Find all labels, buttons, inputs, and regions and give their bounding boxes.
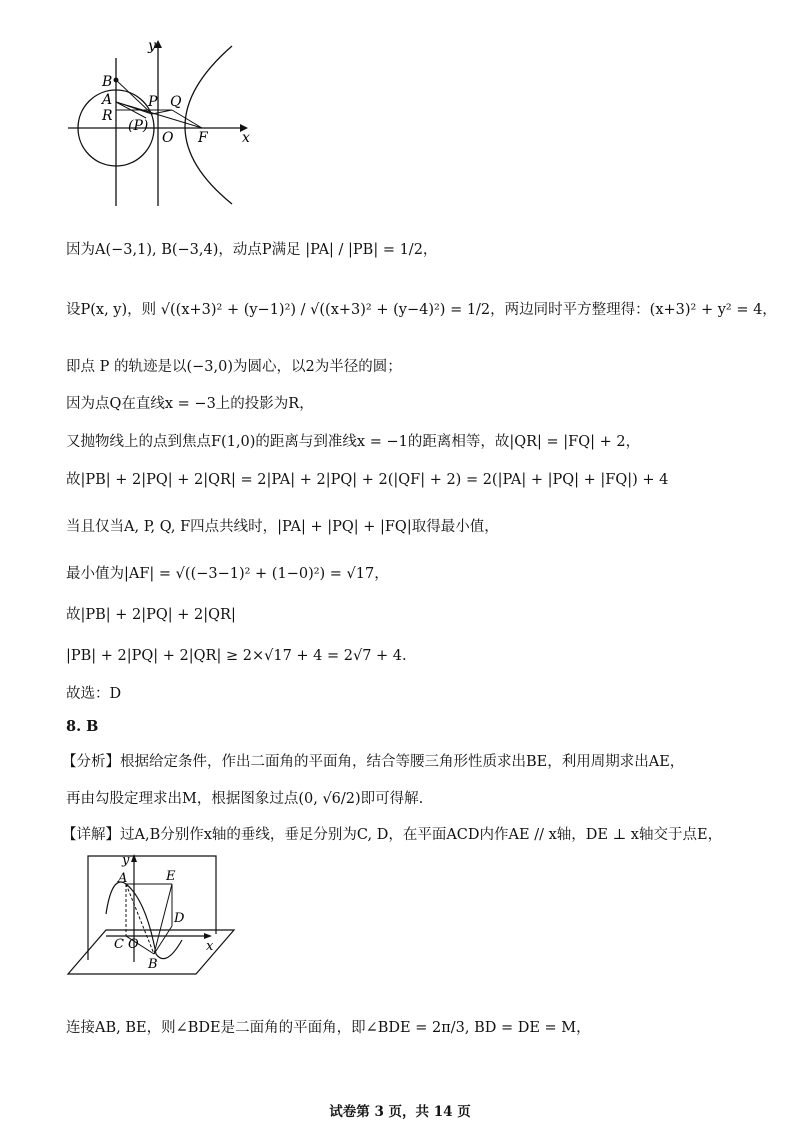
figure-circle-parabola <box>60 38 260 208</box>
label-A: A <box>102 92 113 108</box>
text-line-6: 故|PB| + 2|PQ| + 2|QR| = 2|PA| + 2|PQ| + 2(|QF| + 2) = 2(|PA| + |PQ| + |FQ|) + 4 <box>66 472 669 488</box>
label-y: y <box>148 38 156 54</box>
segment-AP <box>116 102 152 114</box>
label-B-2: B <box>148 957 158 972</box>
text-line-8: 最小值为|AF| = √((−3−1)² + (1−0)²) = √17， <box>66 566 389 582</box>
label-F: F <box>198 130 208 146</box>
segment-BP <box>116 80 152 114</box>
text-line-10: |PB| + 2|PQ| + 2|QR| ≥ 2×√17 + 4 = 2√7 + 4. <box>66 648 407 664</box>
label-R: R <box>102 108 113 124</box>
question-number: 8. B <box>66 718 99 735</box>
label-A-2: A <box>118 871 128 886</box>
label-P: P <box>148 94 158 110</box>
label-E-2: E <box>166 869 176 884</box>
text-line-1: 因为A(−3,1), B(−3,4)，动点P满足 |PA| / |PB| = 1/2， <box>66 242 438 258</box>
page-footer: 试卷第 3 页，共 14 页 <box>329 1104 471 1120</box>
point-B <box>114 78 119 83</box>
figure-dihedral-angle <box>66 850 236 980</box>
label-O: O <box>162 130 174 146</box>
text-line-2: 设P(x, y)，则 √((x+3)² + (y−1)²) / √((x+3)² + (y−4)²) = 1/2，两边同时平方整理得：(x+3)² + y² = 4， <box>66 302 777 318</box>
analysis-line-1: 【分析】根据给定条件，作出二面角的平面角，结合等腰三角形性质求出BE，利用周期求出AE， <box>62 754 685 770</box>
text-line-answer: 故选：D <box>66 686 122 702</box>
text-line-3: 即点 P 的轨迹是以(−3,0)为圆心，以2为半径的圆； <box>66 359 402 375</box>
label-P-paren: (P) <box>128 118 149 134</box>
label-D-2: D <box>174 911 185 926</box>
text-line-9: 故|PB| + 2|PQ| + 2|QR| <box>66 607 236 623</box>
label-B: B <box>102 74 113 90</box>
label-x-2: x <box>206 939 214 954</box>
label-y-2: y <box>122 853 130 868</box>
text-line-7: 当且仅当A, P, Q, F四点共线时，|PA| + |PQ| + |FQ|取得最小值， <box>66 519 499 535</box>
segment-PQ <box>152 110 172 114</box>
text-line-5: 又抛物线上的点到焦点F(1,0)的距离与到准线x = −1的距离相等，故|QR| = |FQ| + 2， <box>66 434 641 450</box>
label-Q: Q <box>170 94 182 110</box>
detail-line-2: 连接AB, BE，则∠BDE是二面角的平面角，即∠BDE = 2π/3, BD = DE = M， <box>66 1020 591 1036</box>
text-line-4: 因为点Q在直线x = −3上的投影为R， <box>66 396 314 412</box>
detail-line-1: 【详解】过A,B分别作x轴的垂线，垂足分别为C, D，在平面ACD内作AE // x轴，DE ⊥ x轴交于点E， <box>62 827 723 843</box>
y-axis-2-arrow-icon <box>131 854 137 862</box>
segment-BE <box>154 884 172 954</box>
label-O-2: O <box>128 937 139 952</box>
label-x: x <box>242 130 250 146</box>
analysis-line-2: 再由勾股定理求出M，根据图象过点(0, √6/2)即可得解. <box>66 791 424 807</box>
label-C-2: C <box>114 937 124 952</box>
